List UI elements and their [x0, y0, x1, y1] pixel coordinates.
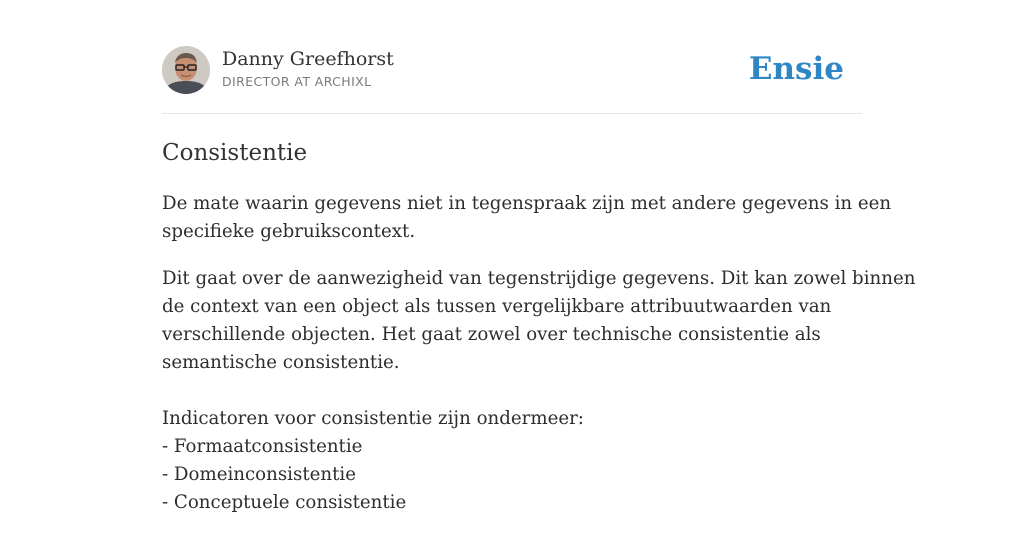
author-name[interactable]: Danny Greefhorst	[222, 48, 394, 70]
paragraph-line: De mate waarin gegevens niet in tegenspraak zijn met andere gegevens in een	[162, 193, 892, 214]
header-divider	[162, 113, 862, 114]
person-photo-icon	[162, 46, 210, 94]
author-header	[162, 45, 862, 97]
explanation-paragraph	[162, 265, 916, 517]
list-item: - Formaatconsistentie	[162, 436, 363, 457]
paragraph-gap	[162, 377, 862, 405]
paragraph-line: de context van een object als tussen vergelijkbare attribuutwaarden van	[162, 296, 832, 317]
page-title: Consistentie	[162, 140, 308, 166]
brand-logo[interactable]: Ensie	[748, 51, 844, 87]
avatar[interactable]	[162, 46, 210, 94]
definition-body	[162, 190, 916, 536]
definition-paragraph	[162, 190, 892, 246]
author-role: DIRECTOR AT ARCHIXL	[222, 74, 372, 89]
indicators-intro: Indicatoren voor consistentie zijn ondermeer:	[162, 408, 584, 429]
paragraph-line: semantische consistentie.	[162, 352, 400, 373]
paragraph-line: Dit gaat over de aanwezigheid van tegenstrijdige gegevens. Dit kan zowel binnen	[162, 268, 916, 289]
paragraph-line: verschillende objecten. Het gaat zowel over technische consistentie als	[162, 324, 821, 345]
definition-card	[162, 0, 916, 513]
list-item: - Conceptuele consistentie	[162, 492, 407, 513]
list-item: - Domeinconsistentie	[162, 464, 357, 485]
paragraph-line: specifieke gebruikscontext.	[162, 221, 416, 242]
